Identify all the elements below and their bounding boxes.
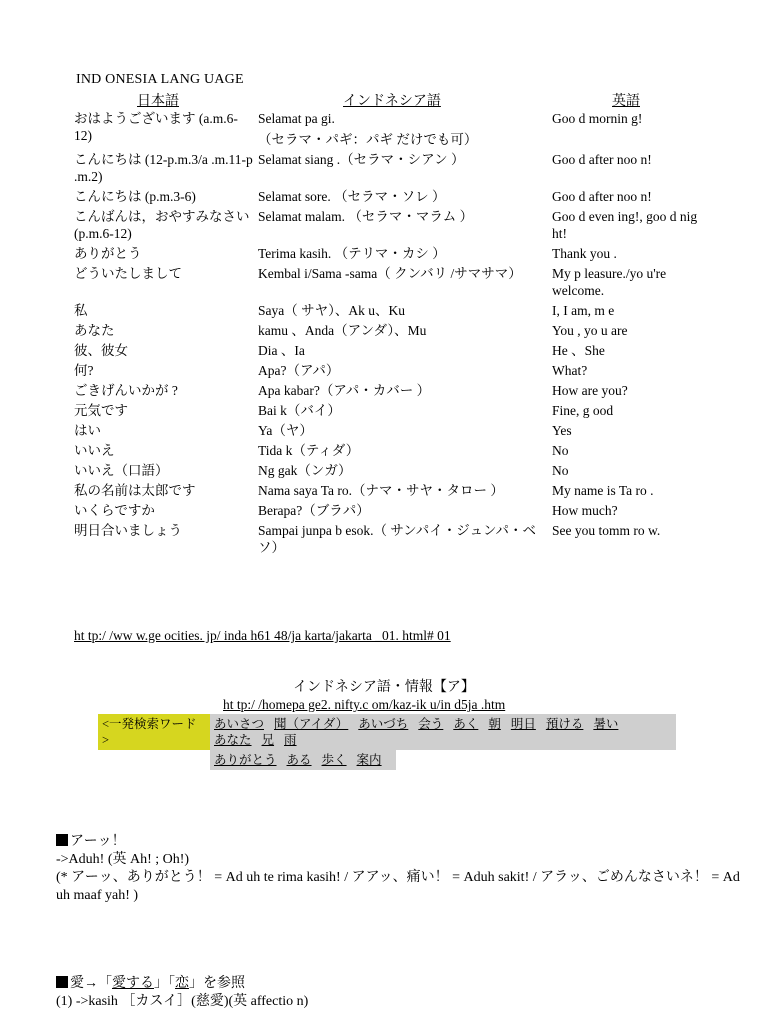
- vocab-japanese: どういたしまして: [74, 266, 182, 281]
- vocabulary-table: [74, 110, 714, 559]
- vocab-indonesian: [258, 422, 552, 442]
- keyword-link[interactable]: 案内: [356, 753, 382, 767]
- vocab-row: [74, 265, 714, 302]
- vocab-indonesian: [258, 522, 552, 559]
- vocab-indonesian: [258, 482, 552, 502]
- vocab-row: [74, 462, 714, 482]
- link-koi[interactable]: 恋: [175, 976, 189, 991]
- vocab-indonesian-text: Apa kabar?（アパ・カバー ）: [258, 383, 431, 398]
- keyword-link[interactable]: 雨: [284, 733, 297, 747]
- vocab-english: He 、She: [552, 343, 605, 358]
- vocab-indonesian-text: Ya（ヤ）: [258, 423, 313, 438]
- vocab-row: [74, 382, 714, 402]
- vocab-english: Goo d even ing!, goo d nig ht!: [552, 209, 698, 241]
- vocab-japanese: 私: [74, 303, 88, 318]
- entry-line: ->Aduh! (英 Ah! ; Oh!): [56, 852, 190, 867]
- vocab-indonesian-text: Selamat malam. （セラマ・マラム ）: [258, 209, 474, 224]
- vocab-indonesian: [258, 402, 552, 422]
- keyword-link[interactable]: 朝: [488, 717, 501, 731]
- keyword-cell-group: [210, 750, 676, 770]
- vocab-english: You , yo u are: [552, 323, 628, 338]
- vocab-english: Thank you .: [552, 246, 617, 261]
- source-link[interactable]: ht tp:/ /ww w.ge ocities. jp/ inda h61 48/ja karta/jakarta _01. html# 01: [74, 628, 451, 643]
- vocab-indonesian: [258, 110, 552, 151]
- vocab-indonesian-text: Selamat siang .（セラマ・シアン ）: [258, 152, 465, 167]
- vocab-japanese: 私の名前は太郎です: [74, 483, 196, 498]
- vocab-indonesian-text: Kembal i/Sama -sama（ クンバリ /サマサマ）: [258, 266, 522, 281]
- vocab-english: Goo d after noo n!: [552, 189, 652, 204]
- vocab-english: My name is Ta ro .: [552, 483, 654, 498]
- vocab-japanese: 何?: [74, 363, 94, 378]
- keyword-link[interactable]: 明日: [510, 717, 536, 731]
- vocab-indonesian: [258, 502, 552, 522]
- vocab-english: How are you?: [552, 383, 628, 398]
- keyword-link[interactable]: 兄: [261, 733, 275, 747]
- header-english: 英語: [612, 94, 640, 109]
- vocab-japanese: いいえ（口語）: [74, 463, 169, 478]
- info-url[interactable]: ht tp:/ /homepa ge2. nifty.c om/kaz-ik u/in d5ja .htm: [223, 697, 506, 712]
- vocab-english: Yes: [552, 423, 572, 438]
- vocab-row: [74, 422, 714, 442]
- vocab-indonesian-text: Tida k（ティダ）: [258, 443, 360, 458]
- vocab-japanese: こんばんは，おやすみなさい (p.m.6-12): [74, 209, 250, 241]
- keyword-link[interactable]: あいさつ: [214, 717, 265, 731]
- keyword-link[interactable]: あく: [453, 717, 479, 731]
- vocab-japanese: いいえ: [74, 443, 115, 458]
- vocab-row: [74, 362, 714, 382]
- vocab-row: [74, 245, 714, 265]
- vocab-japanese: あなた: [74, 323, 115, 338]
- vocab-japanese: はい: [74, 423, 101, 438]
- vocab-japanese: こんにちは (p.m.3-6): [74, 189, 196, 204]
- keyword-row: [98, 750, 676, 770]
- vocab-japanese: こんにちは (12-p.m.3/a .m.11-p .m.2): [74, 152, 253, 184]
- vocab-row: [74, 402, 714, 422]
- vocab-indonesian: [258, 362, 552, 382]
- entry-aa: [56, 833, 746, 905]
- vocab-indonesian-text: Apa?（アパ）: [258, 363, 340, 378]
- vocab-indonesian-text: Ng gak（ンガ）: [258, 463, 352, 478]
- entry-line: (* アーッ、ありがとう！ = Ad uh te rima kasih! / アアッ、痛い！ = Aduh sakit! / アラッ、ごめんなさいネ！ = Ad uh maaf yah! ): [56, 870, 740, 903]
- keyword-row: [98, 714, 676, 750]
- vocab-indonesian-text: Dia 、Ia: [258, 343, 305, 358]
- vocab-japanese: 明日合いましょう: [74, 523, 182, 538]
- vocab-japanese: 彼、彼女: [74, 343, 128, 358]
- vocab-row: [74, 188, 714, 208]
- vocab-english: My p leasure./yo u're welcome.: [552, 266, 667, 298]
- vocab-indonesian: [258, 462, 552, 482]
- vocab-indonesian: [258, 302, 552, 322]
- vocab-japanese: ごきげんいかが ?: [74, 383, 178, 398]
- keyword-link[interactable]: 預ける: [545, 717, 584, 731]
- vocab-row: [74, 322, 714, 342]
- info-title: インドネシア語・情報【ア】: [293, 680, 475, 695]
- vocab-indonesian-text: Nama saya Ta ro.（ナマ・サヤ・タロー ）: [258, 483, 504, 498]
- vocab-row: [74, 482, 714, 502]
- keyword-link[interactable]: あなた: [214, 733, 252, 747]
- vocab-row: [74, 442, 714, 462]
- vocab-english: See you tomm ro w.: [552, 523, 661, 538]
- vocab-indonesian-text: Bai k（バイ）: [258, 403, 341, 418]
- vocab-indonesian: [258, 382, 552, 402]
- vocab-row: [74, 342, 714, 362]
- vocab-japanese: 元気です: [74, 403, 128, 418]
- vocab-japanese: ありがとう: [74, 246, 142, 261]
- link-aisuru[interactable]: 愛する: [112, 976, 154, 991]
- vocab-indonesian: [258, 151, 552, 188]
- keyword-cell-group: [210, 714, 676, 750]
- vocab-english: What?: [552, 363, 588, 378]
- entry-ai: [56, 975, 746, 1011]
- vocab-indonesian: [258, 265, 552, 302]
- vocab-row: [74, 151, 714, 188]
- keyword-link[interactable]: ある: [286, 753, 312, 767]
- vocab-indonesian-text: kamu 、Anda（アンダ）、Mu: [258, 323, 427, 338]
- entry-heading: アーッ！: [56, 833, 746, 851]
- header-indonesian: インドネシア語: [343, 94, 441, 109]
- vocab-japanese: おはようございます (a.m.6- 12): [74, 111, 238, 143]
- vocab-indonesian-text: Terima kasih. （テリマ・カシ ）: [258, 246, 446, 261]
- vocab-indonesian-note: （セラマ・パギ：パギ だけでも可）: [258, 132, 478, 147]
- vocab-english: How much?: [552, 503, 618, 518]
- vocab-indonesian-text: Selamat sore. （セラマ・ソレ ）: [258, 189, 446, 204]
- vocab-indonesian: [258, 245, 552, 265]
- square-bullet-icon: [56, 834, 68, 846]
- document-title: IND ONESIA LANG UAGE: [76, 72, 244, 87]
- keyword-link[interactable]: 歩く: [321, 753, 347, 767]
- vocab-row: [74, 522, 714, 559]
- vocab-english: Fine, g ood: [552, 403, 614, 418]
- keyword-link[interactable]: 暑い: [593, 717, 619, 731]
- vocab-english: Goo d mornin g!: [552, 111, 643, 126]
- vocab-english: No: [552, 443, 569, 458]
- vocab-english: I, I am, m e: [552, 303, 615, 318]
- vocab-indonesian-text: Sampai junpa b esok.（ サンパイ・ジュンパ・ベソ）: [258, 523, 537, 555]
- vocab-indonesian: [258, 322, 552, 342]
- vocab-indonesian: [258, 208, 552, 245]
- keyword-link[interactable]: ありがとう: [214, 753, 277, 767]
- vocab-row: [74, 208, 714, 245]
- vocab-indonesian: [258, 188, 552, 208]
- vocab-indonesian: [258, 342, 552, 362]
- vocab-indonesian-text: Berapa?（ブラパ）: [258, 503, 370, 518]
- keyword-label: <一発検索ワード >: [98, 714, 210, 750]
- square-bullet-icon: [56, 976, 68, 988]
- keyword-table: [98, 714, 676, 770]
- keyword-link[interactable]: 聞（アイダ）: [274, 717, 349, 731]
- vocab-english: No: [552, 463, 569, 478]
- vocab-row: [74, 302, 714, 322]
- vocab-indonesian-text: Saya（ サヤ）、Ak u、Ku: [258, 303, 405, 318]
- vocab-indonesian: [258, 442, 552, 462]
- keyword-link[interactable]: あいづち: [358, 717, 409, 731]
- entry-heading: 愛→「愛する」「恋」を参照: [56, 975, 746, 993]
- vocab-japanese: いくらですか: [74, 503, 155, 518]
- vocab-indonesian-text: Selamat pa gi.: [258, 111, 335, 126]
- keyword-spacer: [98, 750, 210, 770]
- header-japanese: 日本語: [137, 94, 179, 109]
- vocab-row: [74, 110, 714, 151]
- entry-line: (1) ->kasih ［カスイ］(慈愛)(英 affectio n): [56, 994, 309, 1009]
- keyword-link[interactable]: 会う: [418, 717, 444, 731]
- vocab-row: [74, 502, 714, 522]
- vocab-english: Goo d after noo n!: [552, 152, 652, 167]
